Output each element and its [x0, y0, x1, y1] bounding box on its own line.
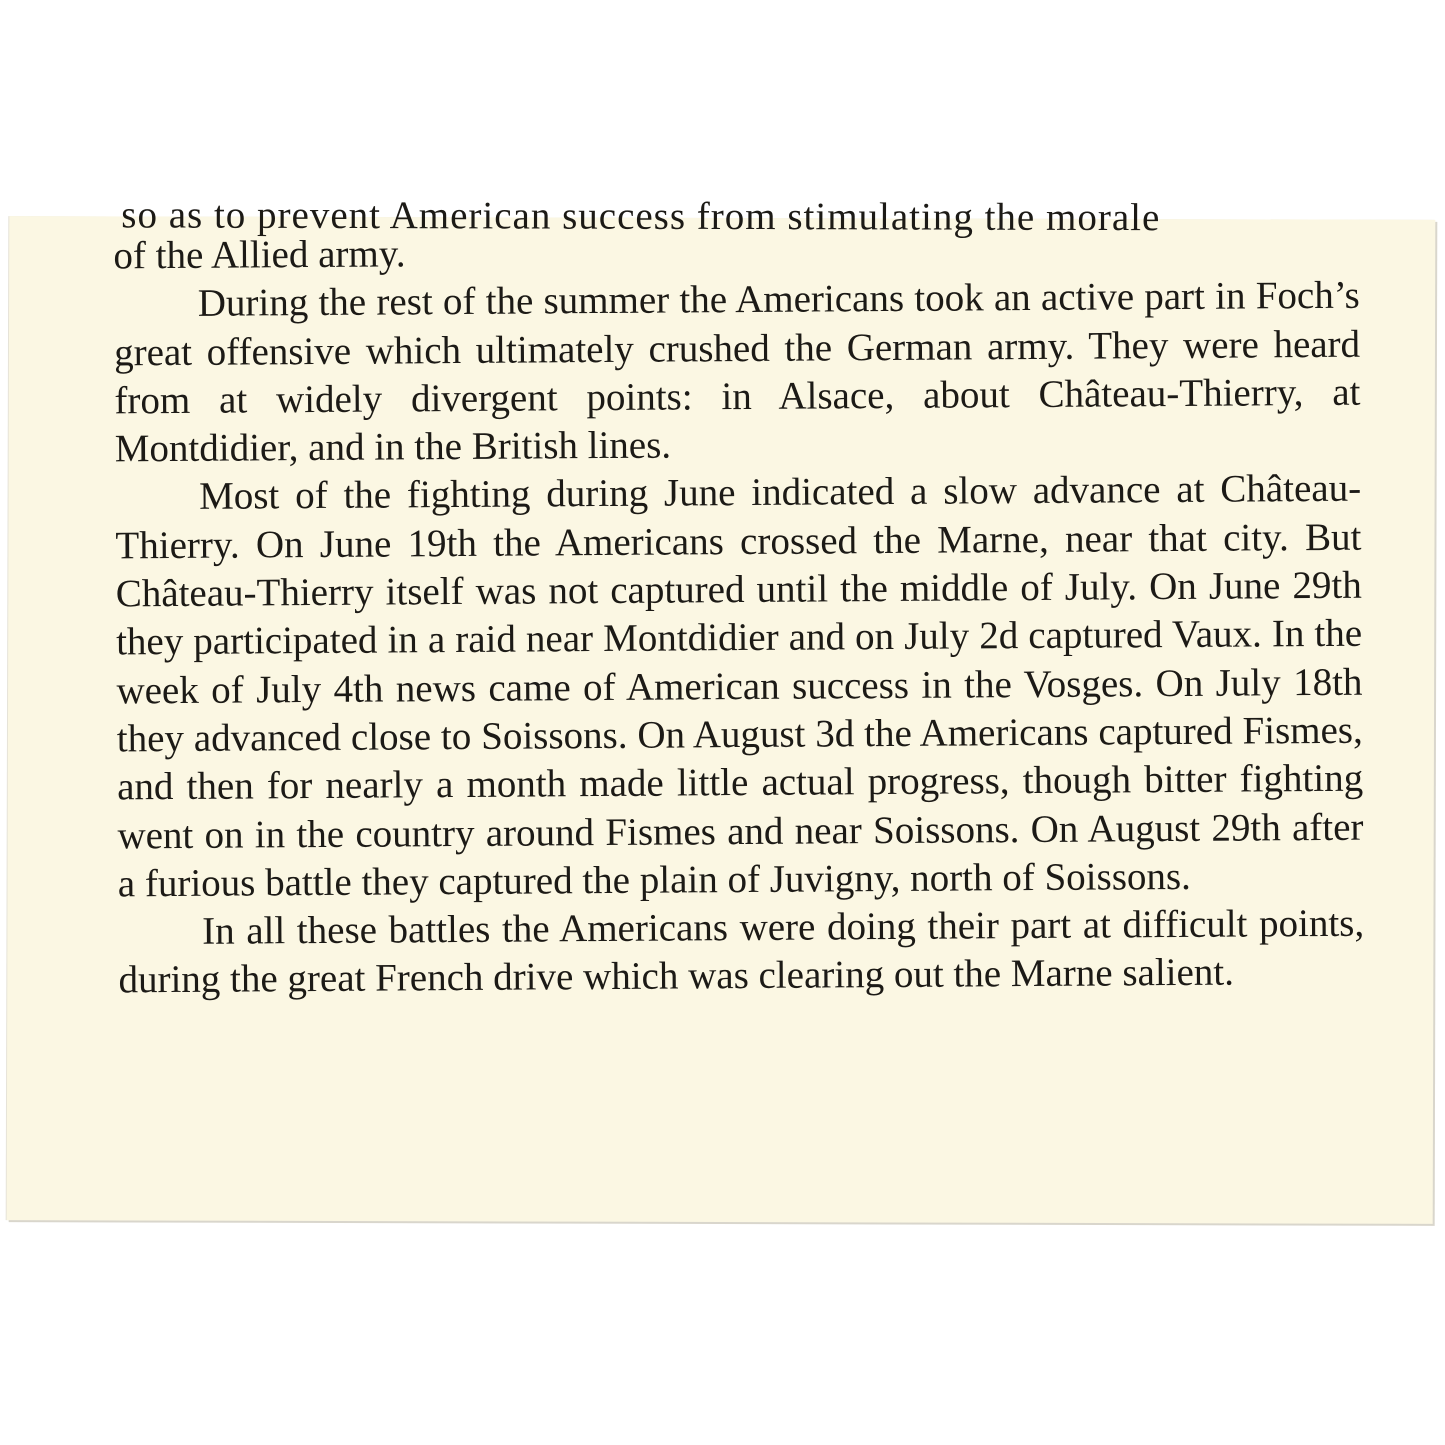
paragraph-4: In all these battles the Americans were doing their part at difficult points, during the great French drive which was clearing out the Marne salient. — [118, 901, 1365, 1002]
article-body — [113, 224, 1364, 1005]
newspaper-clipping — [7, 193, 1436, 1224]
cut-off-line-text: so as to prevent American success from stimulating the morale — [121, 193, 1161, 240]
paragraph-1: of the Allied army. — [113, 232, 406, 278]
paragraph-2: During the rest of the summer the Americans took an active part in Foch’s great offensive which ultimately crushed the German army. They were heard from at widely divergent points: in Alsace, about Château-Thierry, at Montdidier, and in the British lines. — [113, 274, 1361, 471]
paragraph-3: Most of the fighting during June indicated a slow advance at Château-Thierry. On June 19th the Americans crossed the Marne, near that city. But Château-Thierry itself was not captured until the middle of July. On June 29th they participated in a raid near Montdidier and on July 2d captured Vaux. In the week of July 4th news came of American success in the Vosges. On July 18th they advanced close to Soissons. On August 3d the Americans captured Fismes, and then for nearly a month made little actual progress, though bitter fighting went on in the country around Fismes and near Soissons. On August 29th after a furious battle they captured the plain of Juvigny, north of Soissons. — [115, 467, 1364, 906]
